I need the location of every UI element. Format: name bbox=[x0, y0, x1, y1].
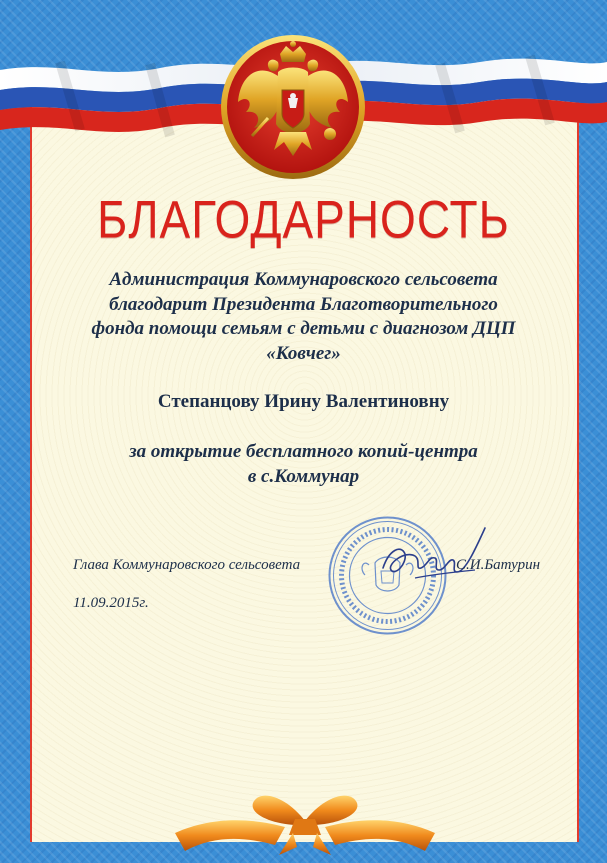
document-date: 11.09.2015г. bbox=[73, 595, 149, 611]
coat-of-arms-emblem bbox=[218, 32, 368, 182]
body-line: «Ковчег» bbox=[266, 342, 341, 364]
recipient-name: Степанцову Ирину Валентиновну bbox=[157, 391, 450, 412]
gratitude-body bbox=[60, 268, 547, 366]
signatory-name: С.И.Батурин bbox=[456, 557, 541, 573]
reason-line: в с.Коммунар bbox=[247, 465, 360, 487]
body-line: благодарит Президента Благотворительного bbox=[109, 293, 498, 315]
ribbon-bow-ornament bbox=[175, 775, 435, 855]
body-line: фонда помощи семьям с детьми с диагнозом ДЦП bbox=[91, 318, 516, 339]
handwritten-signature bbox=[375, 520, 495, 590]
gratitude-reason bbox=[60, 440, 547, 489]
signatory-title: Глава Коммунаровского сельсовета bbox=[73, 557, 301, 573]
body-line: Администрация Коммунаровского сельсовета bbox=[109, 269, 498, 290]
certificate-title: БЛАГОДАРНОСТЬ bbox=[97, 189, 510, 249]
reason-line: за открытие бесплатного копий-центра bbox=[129, 441, 478, 462]
